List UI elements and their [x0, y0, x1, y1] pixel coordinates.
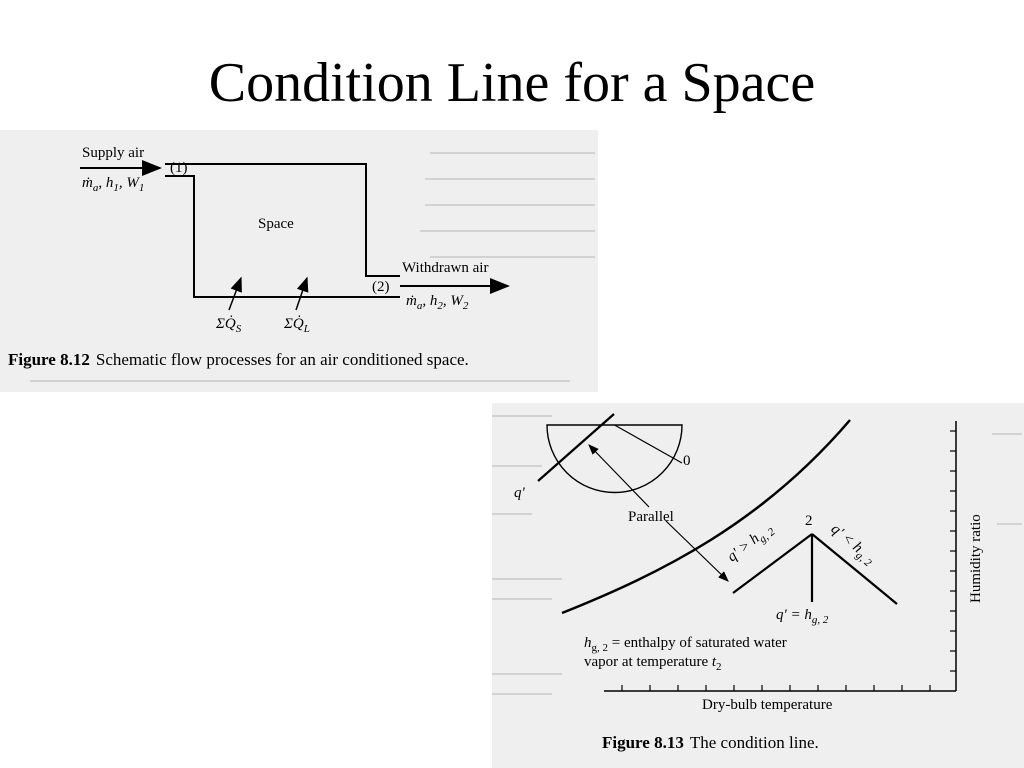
supply-air-label: Supply air	[82, 145, 145, 161]
sensible-heat-arrow	[229, 278, 241, 310]
parallel-label: Parallel	[628, 509, 674, 525]
outlet-point-label: (2)	[372, 279, 390, 295]
withdrawn-air-props: ṁ$_a$, $h_2$, $W_2$	[406, 293, 469, 312]
note-line-2: vapor at temperature $t_2$	[584, 654, 722, 673]
protractor-zero-line	[615, 425, 683, 463]
latent-heat-arrow	[296, 278, 307, 310]
y-axis-label: Humidity ratio	[968, 514, 984, 603]
protractor-q-label: q'	[514, 485, 525, 501]
state-point-label: 2	[805, 513, 813, 529]
parallel-leader-up	[589, 445, 649, 507]
protractor	[547, 425, 682, 493]
x-axis-ticks	[622, 685, 930, 691]
parallel-leader-down	[666, 521, 728, 581]
space-outline-bottom	[165, 176, 400, 297]
inlet-point-label: (1)	[170, 160, 188, 176]
space-label: Space	[258, 216, 294, 232]
figure-8-13-caption: Figure 8.13 The condition line.	[602, 733, 819, 752]
sensible-heat-label: $\Sigma Q̇_S$	[216, 316, 242, 335]
x-axis-label: Dry-bulb temperature	[702, 697, 833, 713]
line-lt-label: $q' < h_{g, 2}$	[827, 521, 874, 570]
line-eq-label: $q' = h_{g, 2}$	[776, 607, 829, 626]
figure-8-12-caption: Figure 8.12 Schematic flow processes for an air conditioned space.	[8, 350, 469, 369]
note-line-1: $h_{g, 2}$ = enthalpy of saturated water	[584, 635, 787, 654]
slide-title: Condition Line for a Space	[208, 52, 816, 114]
supply-air-props: ṁ$_a$, $h_1$, $W_1$	[82, 175, 145, 194]
protractor-q-line	[538, 414, 614, 481]
protractor-zero-label: 0	[683, 453, 691, 469]
line-gt-label: $q' > h_{g, 2}$	[724, 525, 778, 566]
withdrawn-air-label: Withdrawn air	[402, 260, 489, 276]
figure-8-13	[492, 403, 1024, 768]
y-axis-ticks	[950, 431, 956, 671]
figure-8-12	[0, 130, 598, 392]
latent-heat-label: $\Sigma Q̇_L$	[284, 316, 310, 335]
